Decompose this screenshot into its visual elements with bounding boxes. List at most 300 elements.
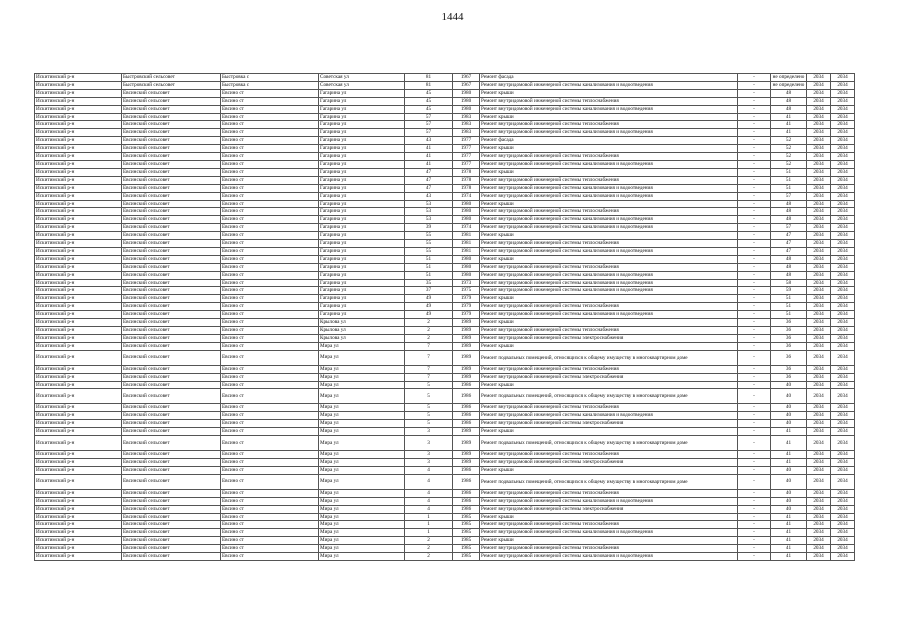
locality-cell: Евсино ст <box>221 137 319 145</box>
house-number-cell: 5 <box>405 389 453 404</box>
district-cell: Искитимский р-н <box>35 287 122 295</box>
end-year-cell: 2034 <box>831 97 855 105</box>
table-row <box>35 466 855 474</box>
street-cell: Гагарина ул <box>319 153 405 161</box>
end-year-cell: 2034 <box>831 81 855 89</box>
street-cell: Гагарина ул <box>319 287 405 295</box>
settlement-cell: Евсинский сельсовет <box>122 145 221 153</box>
cost-cell: 41 <box>771 545 807 553</box>
house-number-cell: 5 <box>405 404 453 412</box>
cost-cell: 51 <box>771 311 807 319</box>
build-year-cell: 1967 <box>453 81 480 89</box>
district-cell: Искитимский р-н <box>35 381 122 389</box>
end-year-cell: 2034 <box>831 474 855 489</box>
settlement-cell: Евсинский сельсовет <box>122 451 221 459</box>
start-year-cell: 2034 <box>807 121 831 129</box>
start-year-cell: 2034 <box>807 474 831 489</box>
table-row <box>35 458 855 466</box>
table-row <box>35 216 855 224</box>
placeholder-cell: - <box>738 458 771 466</box>
locality-cell: Евсино ст <box>221 89 319 97</box>
end-year-cell: 2034 <box>831 113 855 121</box>
end-year-cell: 2034 <box>831 334 855 342</box>
start-year-cell: 2034 <box>807 113 831 121</box>
street-cell: Мира ул <box>319 489 405 497</box>
start-year-cell: 2034 <box>807 513 831 521</box>
cost-cell: 57 <box>771 192 807 200</box>
cost-cell: 48 <box>771 263 807 271</box>
district-cell: Искитимский р-н <box>35 137 122 145</box>
end-year-cell: 2034 <box>831 216 855 224</box>
locality-cell: Евсино ст <box>221 373 319 381</box>
placeholder-cell: - <box>738 513 771 521</box>
house-number-cell: 53 <box>405 208 453 216</box>
locality-cell: Евсино ст <box>221 412 319 420</box>
table-row <box>35 334 855 342</box>
street-cell: Гагарина ул <box>319 121 405 129</box>
placeholder-cell: - <box>738 497 771 505</box>
work-type-cell: Ремонт фасада <box>480 74 738 82</box>
district-cell: Искитимский р-н <box>35 537 122 545</box>
settlement-cell: Евсинский сельсовет <box>122 505 221 513</box>
district-cell: Искитимский р-н <box>35 208 122 216</box>
table-row <box>35 129 855 137</box>
end-year-cell: 2034 <box>831 160 855 168</box>
cost-cell: 41 <box>771 513 807 521</box>
table-row <box>35 381 855 389</box>
house-number-cell: 7 <box>405 373 453 381</box>
district-cell: Искитимский р-н <box>35 121 122 129</box>
settlement-cell: Евсинский сельсовет <box>122 404 221 412</box>
build-year-cell: 1974 <box>453 192 480 200</box>
house-number-cell: 2 <box>405 319 453 327</box>
start-year-cell: 2034 <box>807 529 831 537</box>
street-cell: Мира ул <box>319 420 405 428</box>
work-type-cell: Ремонт внутридомовой инженерной системы электроснабжения <box>480 334 738 342</box>
district-cell: Искитимский р-н <box>35 334 122 342</box>
table-row <box>35 428 855 436</box>
placeholder-cell: - <box>738 303 771 311</box>
settlement-cell: Евсинский сельсовет <box>122 240 221 248</box>
work-type-cell: Ремонт крыши <box>480 342 738 350</box>
end-year-cell: 2034 <box>831 184 855 192</box>
placeholder-cell: - <box>738 311 771 319</box>
locality-cell: Евсино ст <box>221 105 319 113</box>
build-year-cell: 1973 <box>453 279 480 287</box>
locality-cell: Евсино ст <box>221 451 319 459</box>
placeholder-cell: - <box>738 295 771 303</box>
table-row <box>35 545 855 553</box>
work-type-cell: Ремонт внутридомовой инженерной системы теплоснабжения <box>480 489 738 497</box>
house-number-cell: 41 <box>405 153 453 161</box>
district-cell: Искитимский р-н <box>35 232 122 240</box>
table-row <box>35 121 855 129</box>
house-number-cell: 55 <box>405 240 453 248</box>
street-cell: Мира ул <box>319 404 405 412</box>
table-row <box>35 247 855 255</box>
locality-cell: Евсино ст <box>221 365 319 373</box>
table-row <box>35 287 855 295</box>
placeholder-cell: - <box>738 428 771 436</box>
district-cell: Искитимский р-н <box>35 263 122 271</box>
district-cell: Искитимский р-н <box>35 521 122 529</box>
table-row <box>35 451 855 459</box>
end-year-cell: 2034 <box>831 327 855 335</box>
street-cell: Мира ул <box>319 529 405 537</box>
street-cell: Гагарина ул <box>319 263 405 271</box>
settlement-cell: Евсинский сельсовет <box>122 224 221 232</box>
placeholder-cell: - <box>738 81 771 89</box>
cost-cell: 36 <box>771 342 807 350</box>
settlement-cell: Быстровский сельсовет <box>122 81 221 89</box>
district-cell: Искитимский р-н <box>35 505 122 513</box>
district-cell: Искитимский р-н <box>35 192 122 200</box>
build-year-cell: 1989 <box>453 350 480 365</box>
cost-cell: 40 <box>771 489 807 497</box>
placeholder-cell: - <box>738 168 771 176</box>
settlement-cell: Евсинский сельсовет <box>122 311 221 319</box>
settlement-cell: Евсинский сельсовет <box>122 208 221 216</box>
start-year-cell: 2034 <box>807 287 831 295</box>
house-number-cell: 3 <box>405 451 453 459</box>
street-cell: Гагарина ул <box>319 216 405 224</box>
placeholder-cell: - <box>738 247 771 255</box>
house-number-cell: 47 <box>405 184 453 192</box>
work-type-cell: Ремонт крыши <box>480 232 738 240</box>
district-cell: Искитимский р-н <box>35 145 122 153</box>
house-number-cell: 51 <box>405 263 453 271</box>
table-row <box>35 489 855 497</box>
work-type-cell: Ремонт внутридомовой инженерной системы электроснабжения <box>480 420 738 428</box>
end-year-cell: 2034 <box>831 412 855 420</box>
start-year-cell: 2034 <box>807 342 831 350</box>
start-year-cell: 2034 <box>807 263 831 271</box>
end-year-cell: 2034 <box>831 271 855 279</box>
end-year-cell: 2034 <box>831 489 855 497</box>
street-cell: Гагарина ул <box>319 192 405 200</box>
end-year-cell: 2034 <box>831 121 855 129</box>
work-type-cell: Ремонт внутридомовой инженерной системы теплоснабжения <box>480 521 738 529</box>
settlement-cell: Евсинский сельсовет <box>122 97 221 105</box>
cost-cell: не определено <box>771 74 807 82</box>
cost-cell: 36 <box>771 350 807 365</box>
placeholder-cell: - <box>738 74 771 82</box>
street-cell: Крылова ул <box>319 327 405 335</box>
work-type-cell: Ремонт крыши <box>480 255 738 263</box>
settlement-cell: Евсинский сельсовет <box>122 271 221 279</box>
work-type-cell: Ремонт фасада <box>480 137 738 145</box>
end-year-cell: 2034 <box>831 537 855 545</box>
locality-cell: Евсино ст <box>221 505 319 513</box>
build-year-cell: 1981 <box>453 232 480 240</box>
house-number-cell: 7 <box>405 342 453 350</box>
start-year-cell: 2034 <box>807 240 831 248</box>
house-number-cell: 2 <box>405 327 453 335</box>
street-cell: Мира ул <box>319 412 405 420</box>
locality-cell: Евсино ст <box>221 263 319 271</box>
start-year-cell: 2034 <box>807 216 831 224</box>
district-cell: Искитимский р-н <box>35 466 122 474</box>
locality-cell: Евсино ст <box>221 436 319 451</box>
table-row <box>35 311 855 319</box>
placeholder-cell: - <box>738 184 771 192</box>
table-row <box>35 271 855 279</box>
cost-cell: 59 <box>771 287 807 295</box>
build-year-cell: 1980 <box>453 216 480 224</box>
locality-cell: Евсино ст <box>221 489 319 497</box>
work-type-cell: Ремонт внутридомовой инженерной системы канализования и водоотведения <box>480 224 738 232</box>
house-number-cell: 51 <box>405 255 453 263</box>
settlement-cell: Евсинский сельсовет <box>122 513 221 521</box>
work-type-cell: Ремонт подвальных помещений, относящихся к общему имуществу в многоквартирном доме <box>480 474 738 489</box>
table-row <box>35 208 855 216</box>
street-cell: Мира ул <box>319 458 405 466</box>
end-year-cell: 2034 <box>831 404 855 412</box>
district-cell: Искитимский р-н <box>35 81 122 89</box>
cost-cell: 40 <box>771 474 807 489</box>
settlement-cell: Евсинский сельсовет <box>122 319 221 327</box>
district-cell: Искитимский р-н <box>35 255 122 263</box>
locality-cell: Евсино ст <box>221 145 319 153</box>
build-year-cell: 1986 <box>453 381 480 389</box>
work-type-cell: Ремонт внутридомовой инженерной системы теплоснабжения <box>480 404 738 412</box>
street-cell: Мира ул <box>319 497 405 505</box>
district-cell: Искитимский р-н <box>35 412 122 420</box>
work-type-cell: Ремонт внутридомовой инженерной системы электроснабжения <box>480 373 738 381</box>
end-year-cell: 2034 <box>831 389 855 404</box>
build-year-cell: 1986 <box>453 466 480 474</box>
house-number-cell: 55 <box>405 247 453 255</box>
street-cell: Мира ул <box>319 381 405 389</box>
street-cell: Гагарина ул <box>319 97 405 105</box>
placeholder-cell: - <box>738 319 771 327</box>
table-row <box>35 137 855 145</box>
cost-cell: 51 <box>771 295 807 303</box>
locality-cell: Евсино ст <box>221 97 319 105</box>
street-cell: Гагарина ул <box>319 113 405 121</box>
table-row <box>35 192 855 200</box>
build-year-cell: 1980 <box>453 208 480 216</box>
settlement-cell: Евсинский сельсовет <box>122 121 221 129</box>
street-cell: Мира ул <box>319 389 405 404</box>
district-cell: Искитимский р-н <box>35 105 122 113</box>
cost-cell: не определено <box>771 81 807 89</box>
placeholder-cell: - <box>738 176 771 184</box>
build-year-cell: 1989 <box>453 334 480 342</box>
street-cell: Гагарина ул <box>319 247 405 255</box>
house-number-cell: 1 <box>405 513 453 521</box>
district-cell: Искитимский р-н <box>35 428 122 436</box>
settlement-cell: Евсинский сельсовет <box>122 373 221 381</box>
build-year-cell: 1980 <box>453 263 480 271</box>
settlement-cell: Евсинский сельсовет <box>122 105 221 113</box>
district-cell: Искитимский р-н <box>35 279 122 287</box>
table-row <box>35 319 855 327</box>
work-type-cell: Ремонт крыши <box>480 319 738 327</box>
street-cell: Мира ул <box>319 537 405 545</box>
locality-cell: Евсино ст <box>221 521 319 529</box>
locality-cell: Евсино ст <box>221 184 319 192</box>
cost-cell: 48 <box>771 97 807 105</box>
locality-cell: Евсино ст <box>221 327 319 335</box>
settlement-cell: Евсинский сельсовет <box>122 295 221 303</box>
locality-cell: Евсино ст <box>221 381 319 389</box>
start-year-cell: 2034 <box>807 303 831 311</box>
build-year-cell: 1985 <box>453 553 480 561</box>
table-row <box>35 342 855 350</box>
settlement-cell: Евсинский сельсовет <box>122 327 221 335</box>
placeholder-cell: - <box>738 350 771 365</box>
locality-cell: Евсино ст <box>221 240 319 248</box>
settlement-cell: Евсинский сельсовет <box>122 545 221 553</box>
locality-cell: Евсино ст <box>221 497 319 505</box>
placeholder-cell: - <box>738 389 771 404</box>
placeholder-cell: - <box>738 466 771 474</box>
placeholder-cell: - <box>738 192 771 200</box>
work-type-cell: Ремонт внутридомовой инженерной системы канализования и водоотведения <box>480 160 738 168</box>
house-number-cell: 81 <box>405 74 453 82</box>
cost-cell: 52 <box>771 160 807 168</box>
locality-cell: Евсино ст <box>221 168 319 176</box>
locality-cell: Евсино ст <box>221 129 319 137</box>
start-year-cell: 2034 <box>807 224 831 232</box>
build-year-cell: 1986 <box>453 412 480 420</box>
work-type-cell: Ремонт внутридомовой инженерной системы теплоснабжения <box>480 176 738 184</box>
street-cell: Крылова ул <box>319 334 405 342</box>
table-row <box>35 295 855 303</box>
work-type-cell: Ремонт крыши <box>480 295 738 303</box>
locality-cell: Евсино ст <box>221 208 319 216</box>
settlement-cell: Евсинский сельсовет <box>122 412 221 420</box>
work-type-cell: Ремонт внутридомовой инженерной системы канализования и водоотведения <box>480 184 738 192</box>
street-cell: Гагарина ул <box>319 176 405 184</box>
cost-cell: 57 <box>771 224 807 232</box>
cost-cell: 51 <box>771 184 807 192</box>
end-year-cell: 2034 <box>831 521 855 529</box>
table-row <box>35 327 855 335</box>
build-year-cell: 1978 <box>453 176 480 184</box>
start-year-cell: 2034 <box>807 184 831 192</box>
work-type-cell: Ремонт крыши <box>480 113 738 121</box>
end-year-cell: 2034 <box>831 192 855 200</box>
start-year-cell: 2034 <box>807 255 831 263</box>
house-number-cell: 53 <box>405 200 453 208</box>
table-row <box>35 365 855 373</box>
cost-cell: 40 <box>771 497 807 505</box>
cost-cell: 41 <box>771 129 807 137</box>
placeholder-cell: - <box>738 89 771 97</box>
settlement-cell: Евсинский сельсовет <box>122 168 221 176</box>
build-year-cell: 1985 <box>453 513 480 521</box>
settlement-cell: Евсинский сельсовет <box>122 381 221 389</box>
work-type-cell: Ремонт внутридомовой инженерной системы канализования и водоотведения <box>480 279 738 287</box>
placeholder-cell: - <box>738 160 771 168</box>
cost-cell: 41 <box>771 451 807 459</box>
locality-cell: Евсино ст <box>221 295 319 303</box>
settlement-cell: Евсинский сельсовет <box>122 200 221 208</box>
end-year-cell: 2034 <box>831 153 855 161</box>
build-year-cell: 1979 <box>453 303 480 311</box>
start-year-cell: 2034 <box>807 247 831 255</box>
placeholder-cell: - <box>738 327 771 335</box>
end-year-cell: 2034 <box>831 279 855 287</box>
house-number-cell: 7 <box>405 365 453 373</box>
start-year-cell: 2034 <box>807 404 831 412</box>
table-row <box>35 474 855 489</box>
end-year-cell: 2034 <box>831 137 855 145</box>
locality-cell: Евсино ст <box>221 342 319 350</box>
work-type-cell: Ремонт крыши <box>480 537 738 545</box>
settlement-cell: Евсинский сельсовет <box>122 192 221 200</box>
placeholder-cell: - <box>738 145 771 153</box>
house-number-cell: 41 <box>405 145 453 153</box>
work-type-cell: Ремонт внутридомовой инженерной системы теплоснабжения <box>480 263 738 271</box>
locality-cell: Евсино ст <box>221 389 319 404</box>
settlement-cell: Евсинский сельсовет <box>122 436 221 451</box>
cost-cell: 51 <box>771 168 807 176</box>
cost-cell: 52 <box>771 153 807 161</box>
cost-cell: 52 <box>771 145 807 153</box>
street-cell: Гагарина ул <box>319 271 405 279</box>
cost-cell: 41 <box>771 529 807 537</box>
street-cell: Гагарина ул <box>319 105 405 113</box>
build-year-cell: 1986 <box>453 389 480 404</box>
district-cell: Искитимский р-н <box>35 319 122 327</box>
start-year-cell: 2034 <box>807 279 831 287</box>
street-cell: Гагарина ул <box>319 137 405 145</box>
end-year-cell: 2034 <box>831 342 855 350</box>
cost-cell: 40 <box>771 404 807 412</box>
build-year-cell: 1983 <box>453 121 480 129</box>
placeholder-cell: - <box>738 342 771 350</box>
district-cell: Искитимский р-н <box>35 184 122 192</box>
work-type-cell: Ремонт внутридомовой инженерной системы теплоснабжения <box>480 545 738 553</box>
table-row <box>35 176 855 184</box>
work-type-cell: Ремонт крыши <box>480 200 738 208</box>
end-year-cell: 2034 <box>831 129 855 137</box>
start-year-cell: 2034 <box>807 420 831 428</box>
placeholder-cell: - <box>738 404 771 412</box>
work-type-cell: Ремонт внутридомовой инженерной системы теплоснабжения <box>480 327 738 335</box>
table-row <box>35 232 855 240</box>
street-cell: Гагарина ул <box>319 89 405 97</box>
placeholder-cell: - <box>738 224 771 232</box>
locality-cell: Евсино ст <box>221 224 319 232</box>
build-year-cell: 1986 <box>453 404 480 412</box>
build-year-cell: 1989 <box>453 327 480 335</box>
cost-cell: 36 <box>771 319 807 327</box>
cost-cell: 41 <box>771 428 807 436</box>
locality-cell: Евсино ст <box>221 537 319 545</box>
district-cell: Искитимский р-н <box>35 389 122 404</box>
end-year-cell: 2034 <box>831 74 855 82</box>
table-row <box>35 224 855 232</box>
settlement-cell: Евсинский сельсовет <box>122 466 221 474</box>
build-year-cell: 1979 <box>453 295 480 303</box>
end-year-cell: 2034 <box>831 365 855 373</box>
district-cell: Искитимский р-н <box>35 97 122 105</box>
house-number-cell: 4 <box>405 497 453 505</box>
street-cell: Гагарина ул <box>319 224 405 232</box>
build-year-cell: 1989 <box>453 365 480 373</box>
district-cell: Искитимский р-н <box>35 436 122 451</box>
locality-cell: Евсино ст <box>221 255 319 263</box>
work-type-cell: Ремонт внутридомовой инженерной системы канализования и водоотведения <box>480 311 738 319</box>
end-year-cell: 2034 <box>831 176 855 184</box>
build-year-cell: 1974 <box>453 224 480 232</box>
district-cell: Искитимский р-н <box>35 513 122 521</box>
build-year-cell: 1986 <box>453 474 480 489</box>
